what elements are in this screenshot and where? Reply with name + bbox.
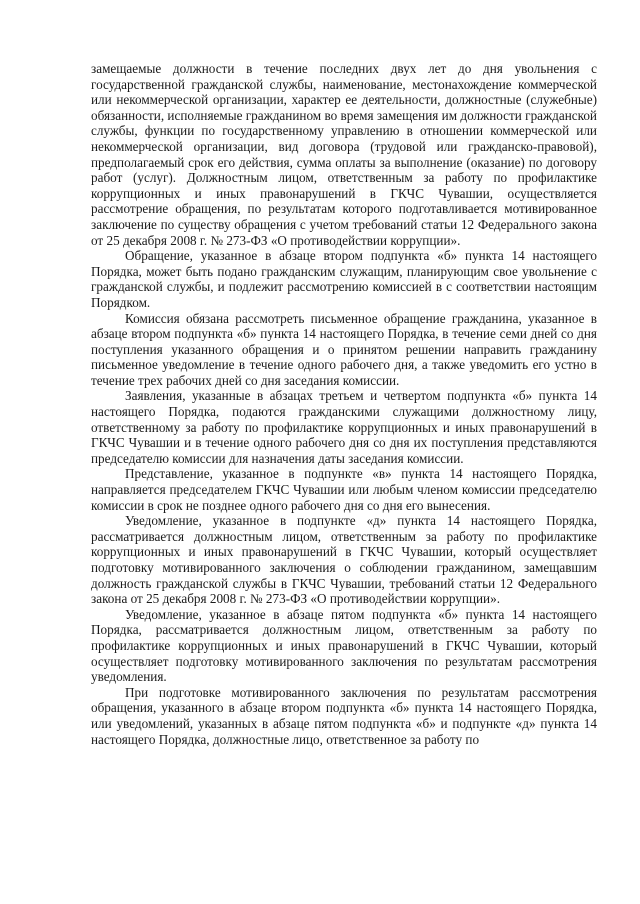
paragraph-submission: Представление, указанное в подпункте «в» пункта 14 настоящего Порядка, направляется председателем ГКЧС Чувашии или любым членом комиссии председателю комиссии в срок не позднее одного рабочего дня со дня его вынесения. (91, 466, 597, 513)
paragraph-appeal-filing: Обращение, указанное в абзаце втором подпункта «б» пункта 14 настоящего Порядка, может быть подано гражданским служащим, планирующим свое увольнение с гражданской службы, и подлежит рассмотрению комиссией в с соответствии настоящим Порядком. (91, 248, 597, 310)
paragraph-applications: Заявления, указанные в абзацах третьем и четвертом подпункта «б» пункта 14 настоящего Порядка, подаются гражданскими служащими должностному лицу, ответственному за работу по профилактике коррупционных и иных правонарушений в ГКЧС Чувашии и в течение одного рабочего дня со дня их поступления представляются председателю комиссии для назначения даты заседания комиссии. (91, 388, 597, 466)
paragraph-reasoned-conclusion: При подготовке мотивированного заключения по результатам рассмотрения обращения, указанного в абзаце втором подпункта «б» пункта 14 настоящего Порядка, или уведомлений, указанных в абзаце пятом подпункта «б» и подпункте «д» пункта 14 настоящего Порядка, должностные лицо, ответственное за работу по (91, 684, 597, 747)
paragraph-continuation: замещаемые должности в течение последних двух лет до дня увольнения с государственной гражданской службы, наименование, местонахождение коммерческой или некоммерческой организации, характер ее деятельности, должностные (служебные) обязанности, исполняемые гражданином во время замещения им должности гражданской службы, функции по государственному управлению в отношении коммерческой или некоммерческой организации, вид договора (трудовой или гражданско-правовой), предполагаемый срок его действия, сумма оплаты за выполнение (оказание) по договору работ (услуг). Должностным лицом, ответственным за работу по профилактике коррупционных и иных правонарушений в ГКЧС Чувашии, осуществляется рассмотрение обращения, по результатам которого подготавливается мотивированное заключение по существу обращения с учетом требований статьи 12 Федерального закона от 25 декабря 2008 г. № 273-ФЗ «О противодействии коррупции». (91, 61, 597, 248)
paragraph-notification-d: Уведомление, указанное в подпункте «д» пункта 14 настоящего Порядка, рассматривается должностным лицом, ответственным за работу по профилактике коррупционных и иных правонарушений в ГКЧС Чувашии, который осуществляет подготовку мотивированного заключения о соблюдении гражданином, замещавшим должность гражданской службы в ГКЧС Чувашии, требований статьи 12 Федерального закона от 25 декабря 2008 г. № 273-ФЗ «О противодействии коррупции». (91, 513, 597, 607)
paragraph-commission-review: Комиссия обязана рассмотреть письменное обращение гражданина, указанное в абзаце втором подпункта «б» пункта 14 настоящего Порядка, в течение семи дней со дня поступления указанного обращения и о принятом решении направить гражданину письменное уведомление в течение одного рабочего дня, а также уведомить его устно в течение трех рабочих дней со дня заседания комиссии. (91, 310, 597, 388)
paragraph-notification-b5: Уведомление, указанное в абзаце пятом подпункта «б» пункта 14 настоящего Порядка, рассматривается должностным лицом, ответственным за работу по профилактике коррупционных и иных правонарушений в ГКЧС Чувашии, который осуществляет подготовку мотивированного заключения по результатам рассмотрения уведомления. (91, 606, 597, 685)
document-body (91, 61, 597, 747)
